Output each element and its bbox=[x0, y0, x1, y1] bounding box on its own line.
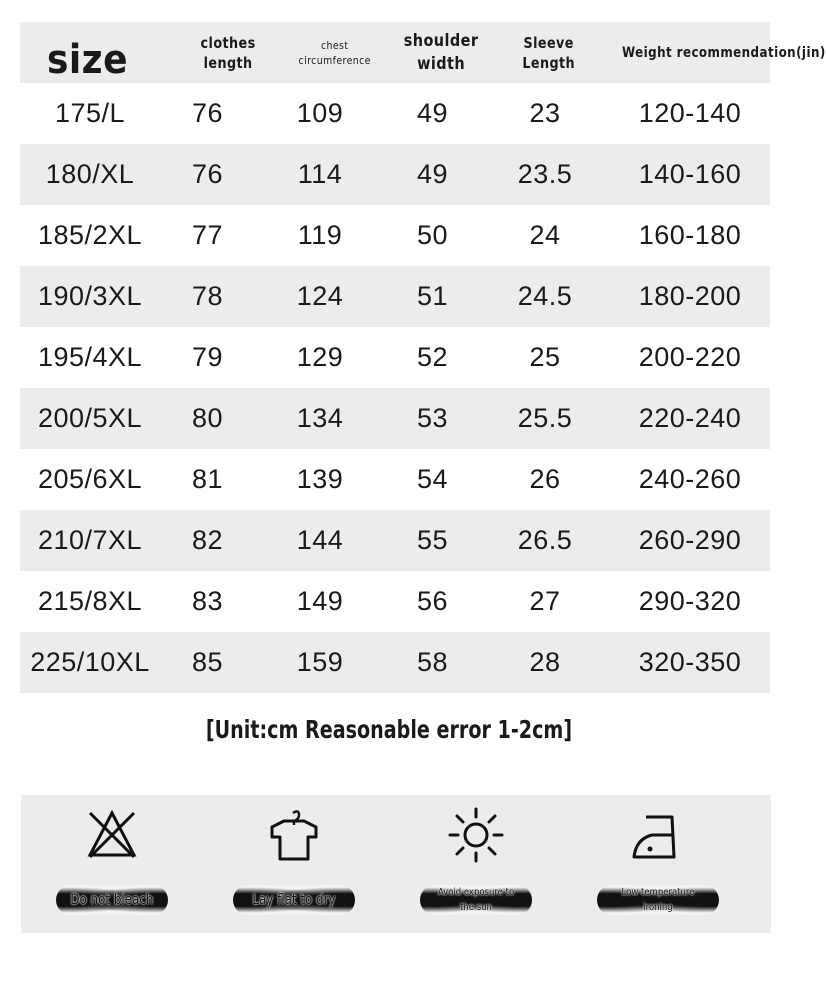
size-cell: 180/XL bbox=[45, 159, 135, 189]
shoulder-cell: 58 bbox=[416, 647, 449, 677]
table-row bbox=[20, 388, 770, 449]
sleeve-cell: 24 bbox=[529, 220, 561, 250]
chest-cell: 139 bbox=[296, 464, 344, 494]
size-cell: 195/4XL bbox=[37, 342, 143, 372]
care-item-lay-flat bbox=[203, 795, 385, 933]
length-cell: 85 bbox=[191, 647, 224, 677]
table-row bbox=[20, 83, 770, 144]
shoulder-cell: 55 bbox=[416, 525, 449, 555]
iron-icon bbox=[628, 805, 688, 865]
shoulder-cell: 49 bbox=[416, 98, 449, 128]
length-cell: 76 bbox=[191, 98, 224, 128]
table-row bbox=[20, 449, 770, 510]
shoulder-cell: 50 bbox=[416, 220, 449, 250]
chest-cell: 129 bbox=[296, 342, 344, 372]
care-label-pill: Avoid exposure to the sun bbox=[420, 885, 532, 915]
sleeve-cell: 26 bbox=[529, 464, 561, 494]
chest-cell: 149 bbox=[296, 586, 344, 616]
weight-cell: 290-320 bbox=[638, 586, 742, 616]
sun-icon bbox=[446, 805, 506, 865]
shoulder-header: shoulder width bbox=[404, 30, 479, 74]
shoulder-cell: 51 bbox=[416, 281, 449, 311]
table-row bbox=[20, 510, 770, 571]
care-item-sun bbox=[385, 795, 567, 933]
size-cell: 185/2XL bbox=[37, 220, 143, 250]
length-header: clothes length bbox=[200, 33, 256, 72]
length-cell: 76 bbox=[191, 159, 224, 189]
weight-cell: 180-200 bbox=[638, 281, 742, 311]
weight-cell: 260-290 bbox=[638, 525, 742, 555]
table-body bbox=[20, 83, 770, 693]
care-item-no-bleach bbox=[21, 795, 203, 933]
sleeve-cell: 27 bbox=[529, 586, 561, 616]
size-header: size bbox=[47, 36, 128, 83]
length-cell: 83 bbox=[191, 586, 224, 616]
size-cell: 225/10XL bbox=[30, 647, 150, 677]
length-cell: 82 bbox=[191, 525, 224, 555]
length-cell: 77 bbox=[191, 220, 224, 250]
care-label-pill: Low temperature ironing bbox=[597, 885, 719, 915]
length-cell: 80 bbox=[191, 403, 224, 433]
shoulder-cell: 49 bbox=[416, 159, 449, 189]
sleeve-cell: 25.5 bbox=[517, 403, 573, 433]
sleeve-cell: 24.5 bbox=[517, 281, 573, 311]
shoulder-cell: 54 bbox=[416, 464, 449, 494]
shoulder-cell: 56 bbox=[416, 586, 449, 616]
chest-cell: 119 bbox=[297, 220, 343, 250]
weight-cell: 140-160 bbox=[638, 159, 742, 189]
chest-cell: 124 bbox=[296, 281, 344, 311]
unit-note: [Unit:cm Reasonable error 1-2cm] bbox=[205, 715, 573, 744]
care-instructions bbox=[21, 795, 771, 933]
weight-cell: 240-260 bbox=[638, 464, 742, 494]
care-item-iron bbox=[567, 795, 749, 933]
weight-cell: 120-140 bbox=[638, 98, 742, 128]
weight-cell: 200-220 bbox=[638, 342, 742, 372]
sleeve-cell: 23.5 bbox=[517, 159, 573, 189]
sleeve-header: Sleeve Length bbox=[521, 33, 575, 72]
table-row bbox=[20, 327, 770, 388]
size-cell: 190/3XL bbox=[37, 281, 143, 311]
care-label-pill: Lay flat to dry bbox=[233, 885, 355, 915]
chest-cell: 159 bbox=[296, 647, 344, 677]
length-cell: 81 bbox=[191, 464, 224, 494]
table-row bbox=[20, 205, 770, 266]
chest-cell: 109 bbox=[296, 98, 344, 128]
size-cell: 175/L bbox=[54, 98, 126, 128]
size-cell: 205/6XL bbox=[37, 464, 143, 494]
shoulder-cell: 52 bbox=[416, 342, 449, 372]
table-row bbox=[20, 632, 770, 693]
size-cell: 210/7XL bbox=[37, 525, 143, 555]
weight-header: Weight recommendation(jin) bbox=[622, 44, 826, 61]
size-table bbox=[20, 22, 826, 693]
chest-header: chest circumference bbox=[298, 38, 371, 67]
chest-cell: 134 bbox=[296, 403, 344, 433]
size-cell: 200/5XL bbox=[37, 403, 143, 433]
length-cell: 78 bbox=[191, 281, 224, 311]
table-row bbox=[20, 266, 770, 327]
shoulder-cell: 53 bbox=[416, 403, 449, 433]
weight-cell: 220-240 bbox=[638, 403, 742, 433]
sleeve-cell: 23 bbox=[529, 98, 561, 128]
chest-cell: 114 bbox=[297, 159, 343, 189]
table-header bbox=[20, 22, 826, 83]
sleeve-cell: 26.5 bbox=[517, 525, 573, 555]
care-label-pill: Do not bleach bbox=[56, 885, 168, 915]
length-cell: 79 bbox=[191, 342, 224, 372]
lay-flat-icon bbox=[264, 805, 324, 865]
size-cell: 215/8XL bbox=[37, 586, 143, 616]
chest-cell: 144 bbox=[296, 525, 344, 555]
table-row bbox=[20, 144, 770, 205]
table-row bbox=[20, 571, 770, 632]
no-bleach-icon bbox=[82, 805, 142, 865]
weight-cell: 320-350 bbox=[638, 647, 742, 677]
sleeve-cell: 28 bbox=[529, 647, 561, 677]
weight-cell: 160-180 bbox=[638, 220, 742, 250]
sleeve-cell: 25 bbox=[529, 342, 561, 372]
